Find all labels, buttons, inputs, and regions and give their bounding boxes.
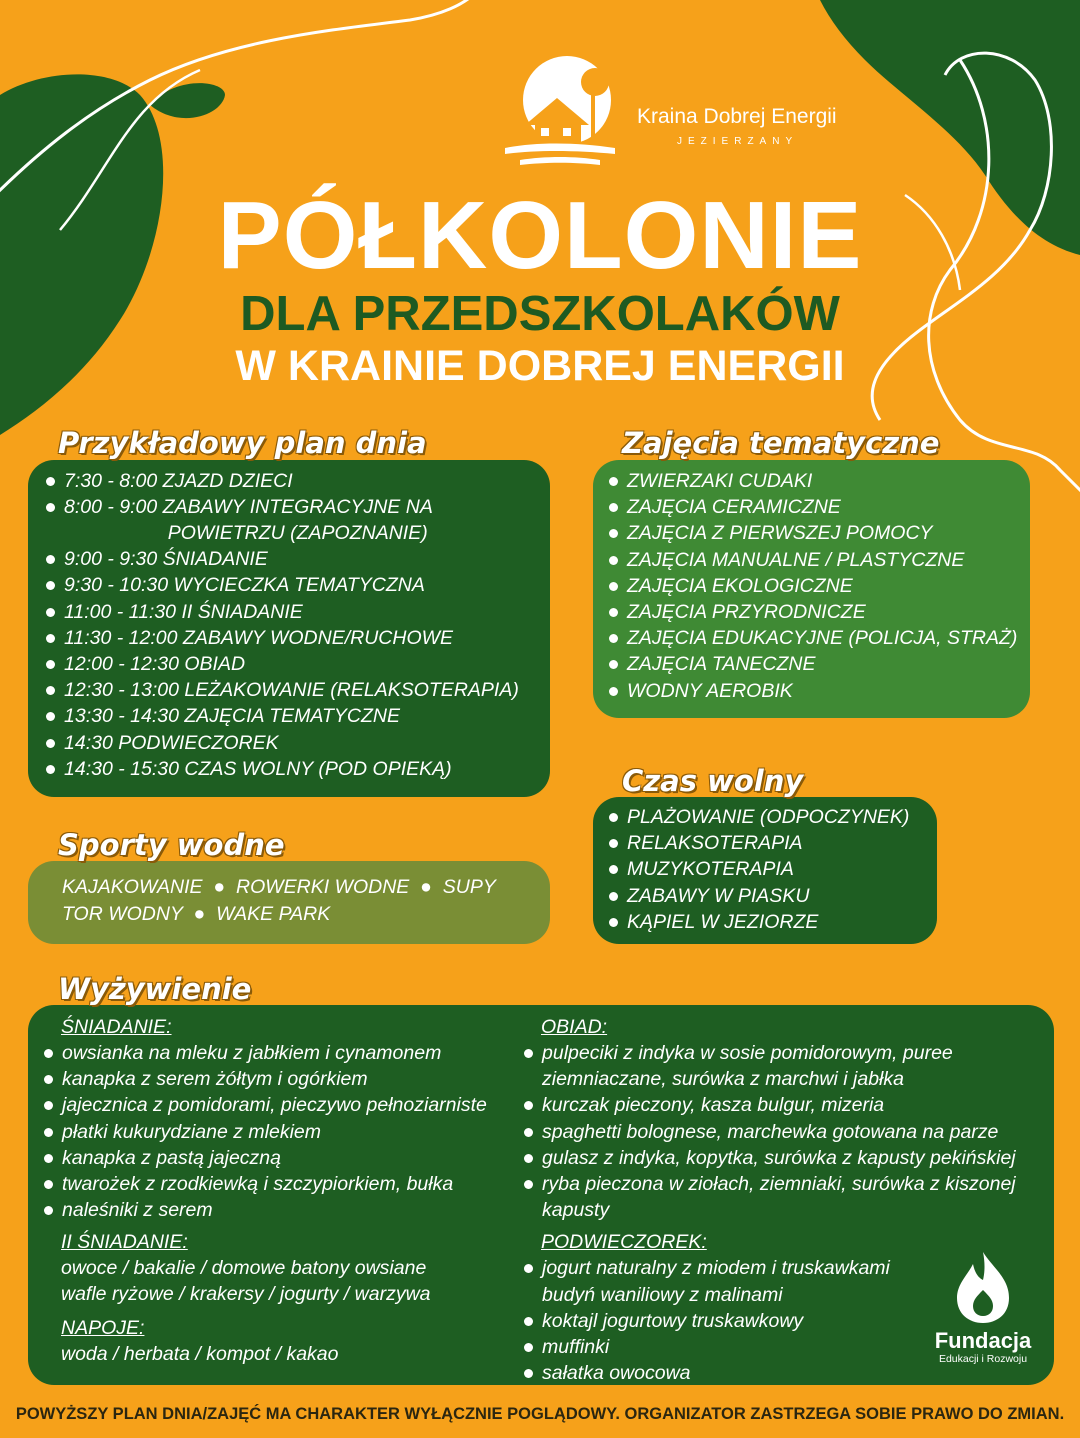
food-box [28, 1005, 1054, 1385]
plan-activity: ŚNIADANIE [162, 548, 268, 571]
breakfast-label: ŚNIADANIE: [61, 1016, 172, 1038]
snack-item: muffinki [524, 1334, 1036, 1360]
plan-time: 12:00 - 12:30 [64, 653, 179, 676]
logo-name: Kraina Dobrej Energii [637, 105, 837, 128]
plan-time: 9:30 - 10:30 [64, 574, 169, 597]
water-sport-item: SUPY [442, 876, 496, 898]
free-time-item: KĄPIEL W JEZIORZE [609, 909, 937, 935]
plan-time: 13:30 - 14:30 [64, 705, 179, 728]
lunch-label: OBIAD: [541, 1016, 608, 1038]
lunch-item: pulpeciki z indyka w sosie pomidorowym, puree ziemniaczane, surówka z marchwi i jabłka [524, 1040, 962, 1092]
breakfast-list [44, 1040, 534, 1223]
drinks-text: woda / herbata / kompot / kakao [61, 1343, 339, 1366]
breakfast-item: owsianka na mleku z jabłkiem i cynamonem [44, 1040, 534, 1066]
plan-time: 14:30 - 15:30 [64, 757, 179, 780]
water-sports-title: Sporty wodne [58, 828, 285, 862]
plan-item [46, 572, 550, 598]
plan-time: 11:00 - 11:30 [64, 600, 177, 623]
daily-plan-list [46, 468, 550, 782]
plan-item [46, 599, 550, 625]
thematic-item: ZAJĘCIA EKOLOGICZNE [609, 573, 1030, 599]
plan-item [46, 625, 550, 651]
breakfast-item: płatki kukurydziane z mlekiem [44, 1119, 534, 1145]
plan-activity: II ŚNIADANIE [181, 600, 303, 623]
plan-item [46, 651, 550, 677]
thematic-item: ZAJĘCIA TANECZNE [609, 651, 1030, 677]
free-time-item: ZABAWY W PIASKU [609, 883, 937, 909]
plan-item [46, 756, 550, 782]
plan-item [46, 546, 550, 572]
free-time-item: PLAŻOWANIE (ODPOCZYNEK) [609, 804, 937, 830]
house-sun-logo-icon [505, 50, 635, 180]
plan-time: 14:30 [64, 731, 113, 754]
water-sport-item: ROWERKI WODNE [235, 876, 410, 898]
foundation-tagline: Edukacji i Rozwoju [938, 1353, 1028, 1365]
water-sports-line-2 [62, 901, 550, 928]
lunch-list [524, 1040, 1036, 1223]
free-time-box [593, 797, 937, 944]
free-time-list [609, 804, 937, 935]
thematic-title: Zajęcia tematyczne [622, 426, 940, 460]
snack-item: sałatka owocowa [524, 1360, 1036, 1386]
breakfast-item: kanapka z serem żółtym i ogórkiem [44, 1066, 534, 1092]
plan-activity: ZABAWY WODNE/RUCHOWE [182, 626, 454, 649]
separator-dot-icon: ● [414, 876, 438, 898]
plan-activity: OBIAD [184, 653, 246, 676]
free-time-item: MUZYKOTERAPIA [609, 856, 937, 882]
free-time-title: Czas wolny [622, 764, 804, 798]
second-breakfast-label: II ŚNIADANIE: [61, 1231, 188, 1254]
plan-activity: ZAJĘCIA TEMATYCZNE [184, 705, 400, 728]
water-sport-item: KAJAKOWANIE [62, 876, 203, 898]
subtitle-preschoolers: DLA PRZEDSZKOLAKÓW [240, 287, 840, 341]
plan-item [46, 703, 550, 729]
second-breakfast-line: owoce / bakalie / domowe batony owsiane [61, 1257, 427, 1280]
lunch-item: gulasz z indyka, kopytka, surówka z kapusty pekińskiej [524, 1145, 1036, 1171]
thematic-item: ZAJĘCIA PRZYRODNICZE [609, 599, 1030, 625]
food-title: Wyżywienie [58, 972, 252, 1006]
plan-time: 9:00 - 9:30 [64, 548, 158, 571]
thematic-item: ZAJĘCIA EDUKACYJNE (POLICJA, STRAŻ) [609, 625, 1030, 651]
breakfast-item: naleśniki z serem [44, 1197, 534, 1223]
separator-dot-icon: ● [207, 876, 231, 898]
left-small-leaf [150, 83, 225, 118]
breakfast-item: kanapka z pastą jajeczną [44, 1145, 534, 1171]
plan-activity: LEŻAKOWANIE (RELAKSOTERAPIA) [184, 679, 519, 702]
plan-time: 11:30 - 12:00 [64, 626, 178, 649]
snack-item: koktajl jogurtowy truskawkowy [524, 1308, 1036, 1334]
logo [505, 50, 865, 180]
logo-location: JEZIERZANY [677, 136, 799, 147]
plan-activity: ZJAZD DZIECI [162, 470, 293, 492]
drinks-label: NAPOJE: [61, 1317, 145, 1340]
thematic-item: ZAJĘCIA CERAMICZNE [609, 494, 1030, 520]
lunch-item: ryba pieczona w ziołach, ziemniaki, surówka z kiszonej kapusty [524, 1171, 1022, 1223]
plan-time: 8:00 - 9:00 [64, 496, 158, 519]
main-title: PÓŁKOLONIE [217, 182, 863, 289]
foundation-name: Fundacja [934, 1328, 1032, 1353]
breakfast-item: twarożek z rzodkiewką i szczypiorkiem, bułka [44, 1171, 534, 1197]
lunch-item: spaghetti bolognese, marchewka gotowana na parze [524, 1119, 1036, 1145]
thematic-item: ZAJĘCIA MANUALNE / PLASTYCZNE [609, 547, 1030, 573]
plan-item [46, 730, 550, 756]
thematic-item: ZAJĘCIA Z PIERWSZEJ POMOCY [609, 520, 1030, 546]
subtitle-location: W KRAINIE DOBREJ ENERGII [235, 342, 845, 390]
plan-activity: WYCIECZKA TEMATYCZNA [173, 574, 425, 597]
plan-time: 12:30 - 13:00 [64, 679, 179, 702]
plan-item [46, 494, 550, 546]
disclaimer-footer: POWYŻSZY PLAN DNIA/ZAJĘĆ MA CHARAKTER WYŁĄCZNIE POGLĄDOWY. ORGANIZATOR ZASTRZEGA SOBIE PRAWO DO ZMIAN. [15, 1405, 1065, 1423]
separator-dot-icon: ● [188, 902, 211, 925]
thematic-item: ZWIERZAKI CUDAKI [609, 468, 1030, 494]
water-sport-item: TOR WODNY [62, 902, 183, 925]
foundation-logo [918, 1250, 1048, 1380]
water-sport-item: WAKE PARK [216, 902, 331, 925]
thematic-list [609, 468, 1030, 704]
flame-bulb-icon [953, 1250, 1013, 1325]
plan-activity: CZAS WOLNY (POD OPIEKĄ) [184, 757, 452, 780]
lunch-item: kurczak pieczony, kasza bulgur, mizeria [524, 1092, 1036, 1118]
plan-activity: PODWIECZOREK [118, 731, 279, 754]
free-time-item: RELAKSOTERAPIA [609, 830, 937, 856]
daily-plan-box [28, 460, 550, 797]
thematic-item: WODNY AEROBIK [609, 678, 1030, 704]
snack-label: PODWIECZOREK: [541, 1231, 707, 1254]
plan-item [46, 677, 550, 703]
plan-item [46, 468, 550, 494]
second-breakfast-line: wafle ryżowe / krakersy / jogurty / warzywa [61, 1283, 431, 1306]
breakfast-item: jajecznica z pomidorami, pieczywo pełnoziarniste [44, 1092, 534, 1118]
snack-item: jogurt naturalny z miodem i truskawkami budyń waniliowy z malinami [524, 1255, 922, 1307]
plan-time: 7:30 - 8:00 [64, 470, 158, 492]
thematic-box [593, 460, 1030, 718]
plan-activity: ZABAWY INTEGRACYJNE NA POWIETRZU (ZAPOZNANIE) [162, 496, 433, 545]
daily-plan-title: Przykładowy plan dnia [58, 426, 427, 460]
water-sports-line-1 [62, 874, 550, 901]
water-sports-box [28, 861, 550, 944]
food-left-column [44, 1014, 534, 1367]
